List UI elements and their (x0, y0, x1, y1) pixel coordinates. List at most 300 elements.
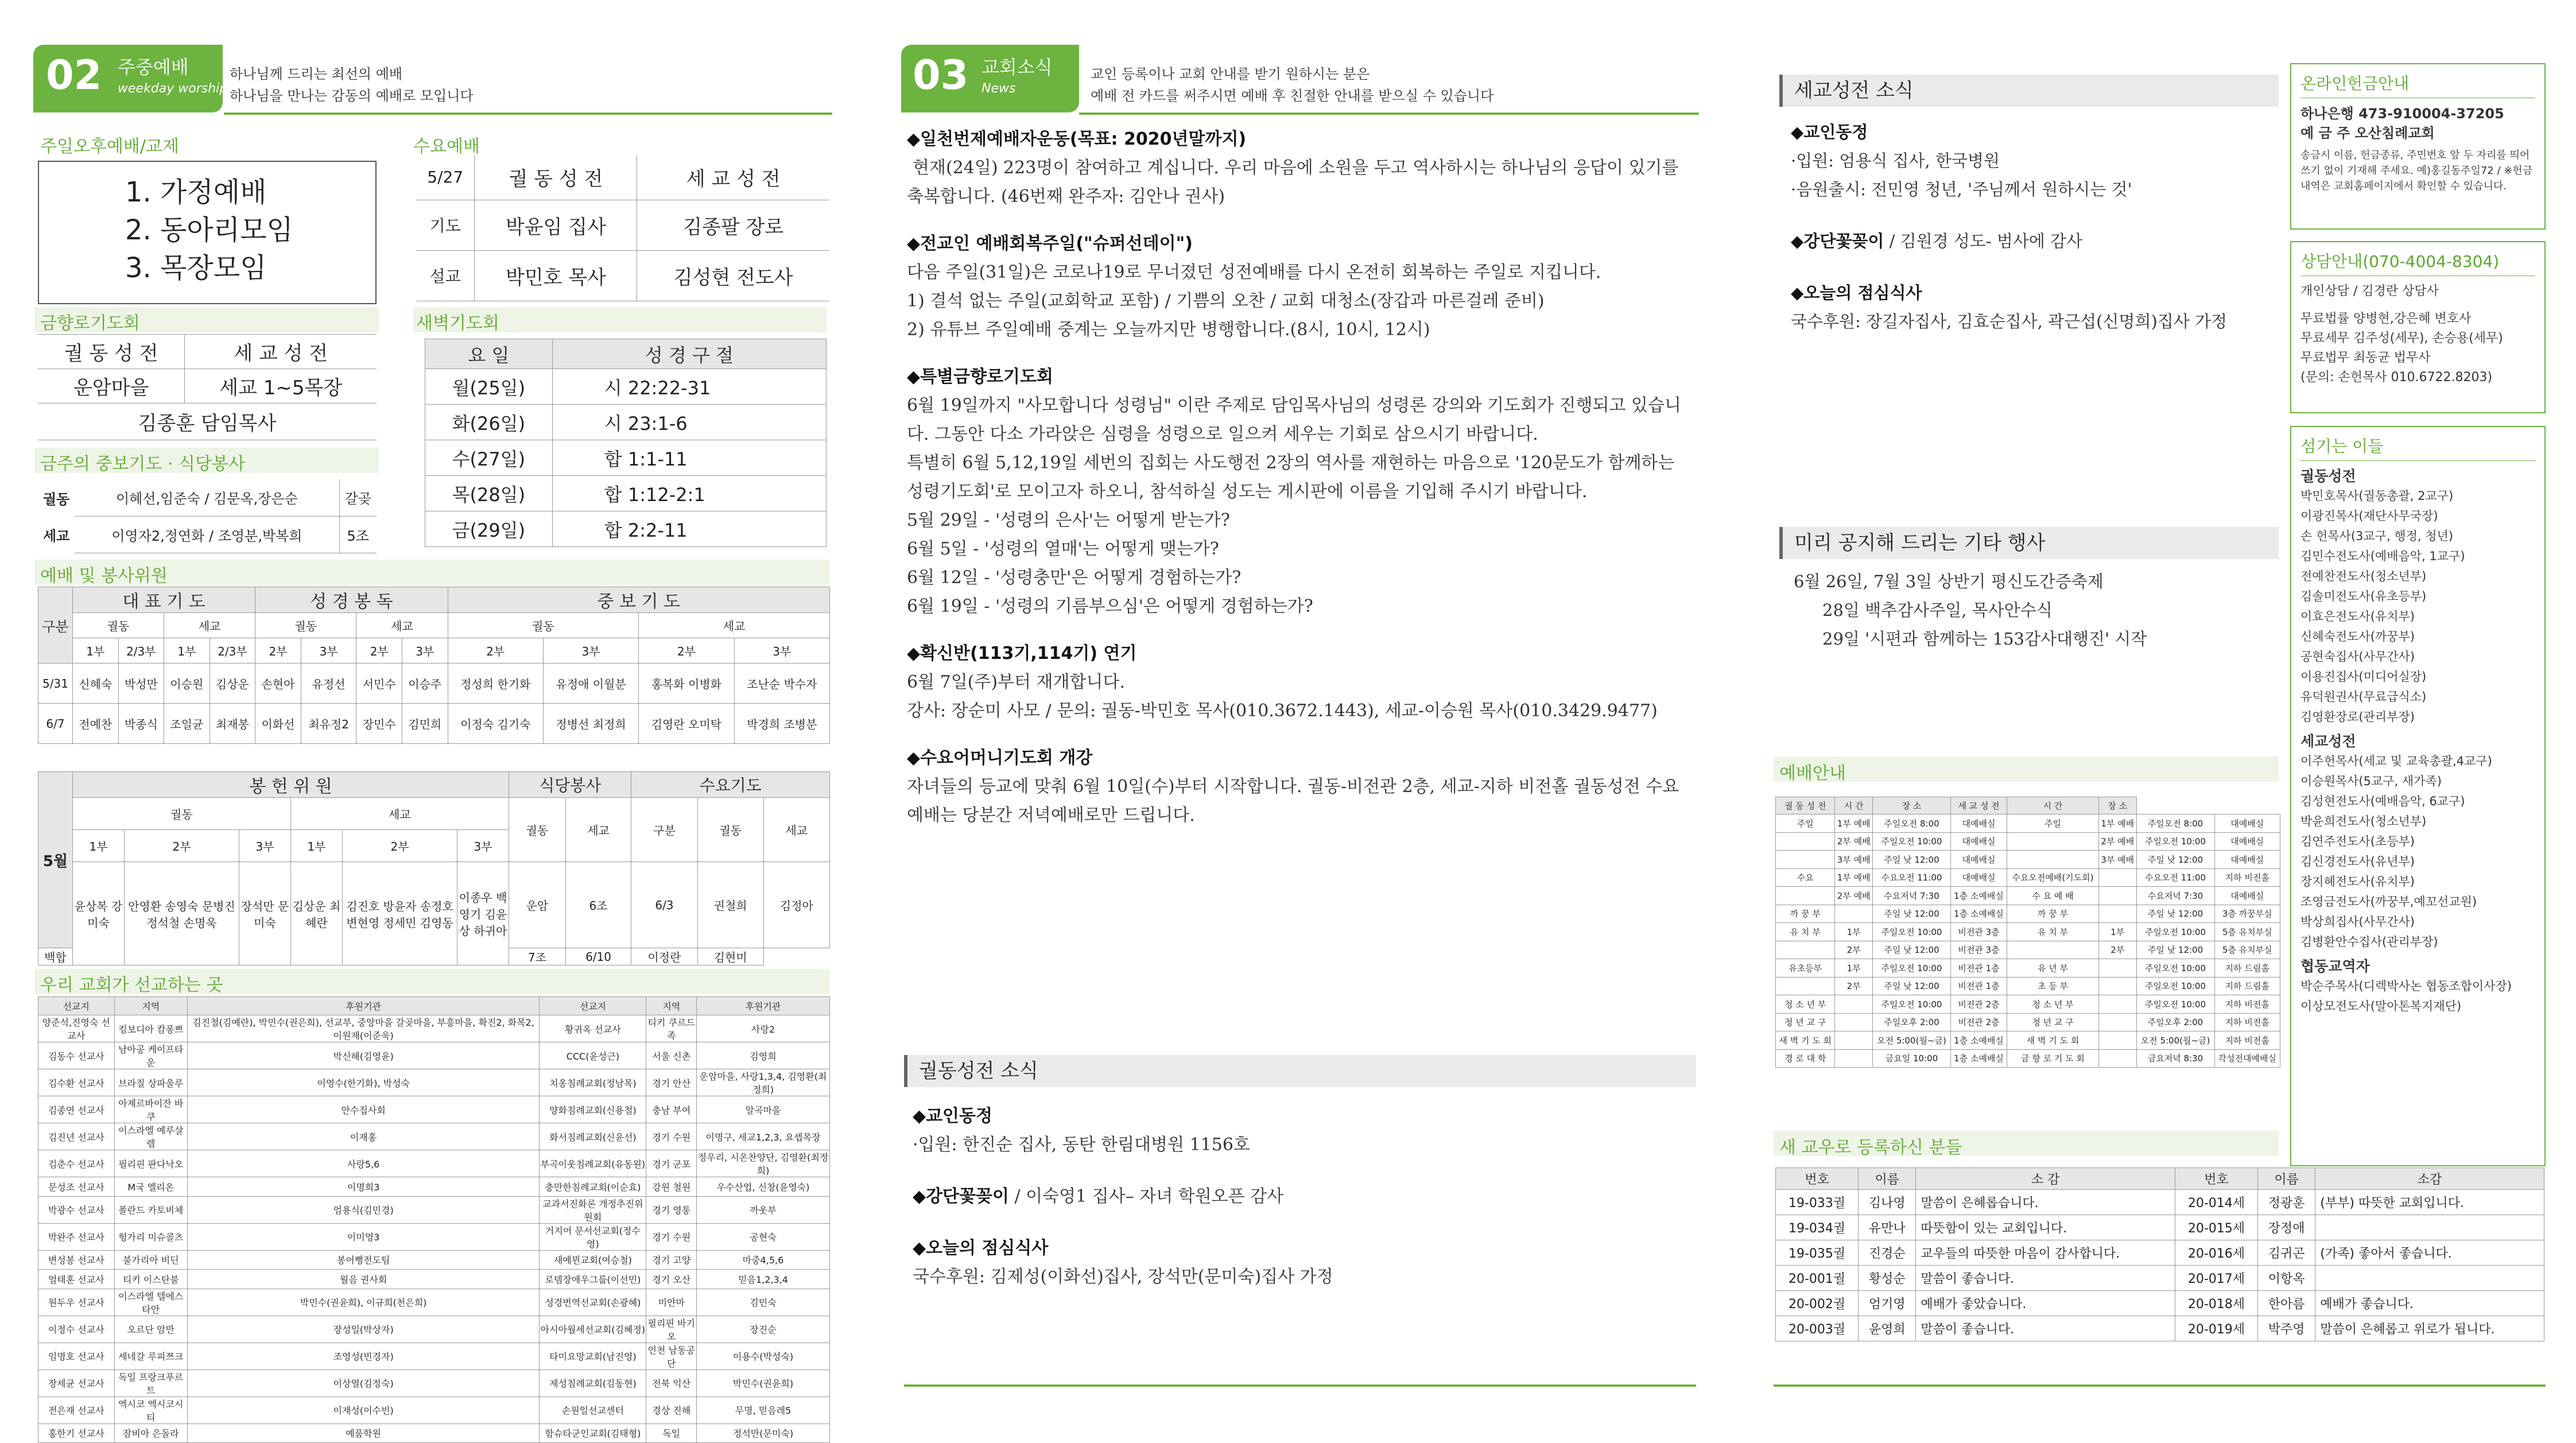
worship-cell: 주일 (2007, 814, 2099, 833)
mission-cell: 임명호 선교사 (38, 1343, 115, 1370)
newcomer-cell (2315, 1215, 2544, 1240)
mission-cell: 전은재 선교사 (38, 1397, 115, 1423)
section-subtitle: weekday worship (118, 82, 228, 96)
worship-header: 시 간 (1835, 797, 1873, 814)
mission-header: 지역 (114, 997, 187, 1015)
worship-cell: 주일 낮 12:00 (2136, 941, 2214, 959)
mission-cell: 변성봉 선교사 (38, 1250, 115, 1270)
mission-cell: 티키 쿠르드족 (646, 1015, 696, 1042)
newcomer-cell: (가족) 좋아서 좋습니다. (2315, 1240, 2544, 1266)
mission-cell: 안수집사회 (187, 1096, 539, 1123)
mission-cell: 이용수(박성숙) (696, 1343, 829, 1370)
vol-part: 2부 (356, 638, 402, 664)
offer-cell: 장석만 문미숙 (239, 862, 291, 965)
offer-part: 1부 (73, 830, 125, 862)
mission-header: 후원기관 (696, 997, 829, 1015)
mission-cell: 정우리, 시온찬양단, 김영환(최정희) (696, 1150, 829, 1177)
newcomer-cell: 교우들의 따뜻한 마음이 감사합니다. (1916, 1240, 2175, 1266)
mission-cell: 필리핀 바기오 (646, 1316, 696, 1343)
newcomer-cell: 20-003궐 (1776, 1316, 1859, 1341)
mission-cell: 경기 군포 (646, 1150, 696, 1177)
newcomer-cell: 진경순 (1859, 1240, 1916, 1266)
mission-cell: 이명구, 세교1,2,3, 요셉목장 (696, 1123, 829, 1150)
mission-cell: 함슈타군인교회(김태형) (540, 1423, 646, 1443)
vol-part: 1부 (73, 638, 119, 664)
news-body: 1) 결석 없는 주일(교회학교 포함) / 기쁨의 오찬 / 교회 대청소(장갑과 마른걸레 준비) (907, 291, 1545, 311)
mission-cell: 이명희3 (187, 1177, 539, 1197)
wed-cell: 김성현 전도사 (637, 250, 829, 301)
newcomer-cell: 20-015세 (2175, 1215, 2257, 1240)
worship-cell (1835, 1013, 1873, 1031)
mission-cell: 문성조 선교사 (38, 1177, 115, 1197)
offer-sub: 궐동 (697, 798, 763, 862)
mission-cell: 인천 남동공단 (646, 1343, 696, 1370)
worship-cell: 주일 낮 12:00 (1873, 977, 1951, 995)
newcomer-cell: 유만나 (1859, 1215, 1916, 1240)
dawn-day: 화(26일) (425, 405, 553, 440)
mission-cell: 이스라엘 예루살렘 (114, 1123, 187, 1150)
worship-cell: 지하 비전홀 (2214, 868, 2280, 887)
events-title: 미리 공지해 드리는 기타 행사 (1779, 527, 2279, 559)
fri-col: 세 교 성 전 (185, 335, 377, 369)
friday-table (38, 334, 377, 440)
mission-table (38, 996, 830, 1443)
meal-cell: 6/10 (565, 948, 631, 965)
volunteer-title: 예배 및 봉사위원 (40, 566, 168, 586)
offer-part: 2부 (343, 830, 457, 862)
worship-cell: 1부 (1835, 959, 1873, 977)
staff-member: 김영환장로(관리부장) (2300, 710, 2415, 724)
staff-member: 김연주전도사(초등부) (2300, 835, 2415, 848)
newcomer-cell: 따뜻함이 있는 교회입니다. (1916, 1215, 2175, 1240)
vol-part: 2/3부 (118, 638, 164, 664)
wed-cell: 박민호 목사 (475, 250, 637, 301)
mission-cell: 엄용식(김민경) (187, 1196, 539, 1223)
news-body: ·음원출시: 전민영 청년, '주님께서 원하시는 것' (1791, 180, 2132, 199)
newcomer-cell: 말씀이 은혜롭고 위로가 됩니다. (2315, 1316, 2544, 1341)
mission-cell: 까웃부 (696, 1196, 829, 1223)
mission-header: 지역 (646, 997, 696, 1015)
worship-cell: 새 벽 기 도 회 (1776, 1031, 1835, 1050)
mission-cell: 충만한침례교회(이순효) (540, 1177, 646, 1197)
dawn-verse: 합 1:12-2:1 (552, 476, 826, 511)
sunday-box (38, 161, 377, 304)
mission-cell: 마중4,5,6 (696, 1250, 829, 1270)
worship-cell: 5층 유치부실 (2214, 941, 2280, 959)
worship-cell (2098, 1013, 2136, 1031)
staff-member: 김병환안수집사(관리부장) (2300, 935, 2438, 949)
mission-cell: 세네갈 루피쯔크 (114, 1343, 187, 1370)
staff-member: 이효은전도사(유치부) (2300, 610, 2415, 623)
meal-cell: 6/3 (631, 862, 697, 948)
mission-header: 후원기관 (187, 997, 539, 1015)
dawn-day: 수(27일) (425, 440, 553, 476)
worship-cell: 대예배실 (1950, 832, 2007, 851)
vol-part: 2부 (448, 638, 543, 664)
worship-cell (2098, 977, 2136, 995)
worship-cell: 1부 (2098, 923, 2136, 941)
news-body: 국수후원: 장길자집사, 김효순집사, 곽근섭(신명희)집사 가정 (1791, 312, 2228, 331)
news-body: 국수후원: 김제성(이화선)집사, 장석만(문미숙)집사 가정 (913, 1267, 1333, 1287)
staff-member: 이주헌목사(세교 및 교육총괄,4교구) (2300, 754, 2492, 768)
worship-cell (1776, 977, 1835, 995)
vol-head: 중 보 기 도 (448, 587, 829, 613)
worship-cell (1835, 1049, 1873, 1068)
vol-cell: 이승주 (402, 664, 448, 704)
worship-cell: 비전관 2층 (1950, 1013, 2007, 1031)
mission-header: 선교지 (38, 997, 115, 1015)
worship-cell (2098, 1031, 2136, 1050)
staff-member: 장지혜전도사(유치부) (2300, 875, 2415, 889)
vol-cell: 조난순 박수자 (734, 664, 829, 704)
worship-cell: 대예배실 (1950, 814, 2007, 833)
staff-member: 전예찬전도사(청소년부) (2300, 569, 2427, 583)
staff-member: 김솔미전도사(유초등부) (2300, 589, 2427, 603)
staff-title: 섬기는 이들 (2300, 437, 2384, 456)
worship-cell: 대예배실 (2214, 832, 2280, 851)
serve-names: 이혜선,임준숙 / 김문옥,장은순 (75, 479, 339, 516)
news-heading: ◆일천번제예배자운동(목표: 2020년말까지) (907, 129, 1247, 149)
mission-cell: 이스라엘 텔에스타안 (114, 1289, 187, 1316)
worship-cell: 대예배실 (2214, 887, 2280, 905)
section-intro (230, 63, 474, 107)
intro-line: 하나님을 만나는 감동의 예배로 모입니다 (230, 88, 474, 104)
offer-part: 1부 (291, 830, 343, 862)
news-body: 6월 12일 - '성령충만'은 어떻게 경험하는가? (907, 568, 1242, 588)
vol-part: 2부 (639, 638, 734, 664)
staff-member: 김신경전도사(유년부) (2300, 855, 2415, 868)
worship-cell: 지하 드림홀 (2214, 959, 2280, 977)
counsel-line: 무료법률 양병현,강은혜 변호사 (2300, 312, 2472, 326)
sunday-item: 1. 가정예배 (125, 176, 267, 208)
mission-cell: 김진철(김예란), 박민수(권은희), 선교부, 중앙마을 갈곶마을, 부흥마을, 확진2, 화목2, 이원재(이준욱) (187, 1015, 539, 1042)
mission-cell: 박완주 선교사 (38, 1223, 115, 1250)
worship-header: 세 교 성 전 (1950, 797, 2007, 814)
worship-cell: 주일오전 10:00 (1873, 995, 1951, 1014)
worship-cell: 1층 소예배실 (1950, 905, 2007, 923)
worship-cell: 유 년 부 (2007, 959, 2099, 977)
worship-cell: 3층 까꿍부실 (2214, 905, 2280, 923)
section-number: 03 (913, 52, 969, 99)
news-body: 6월 19일 - '성령의 기름부으심'은 어떻게 경험하는가? (907, 596, 1313, 616)
worship-cell: 1층 소예배실 (1950, 1049, 2007, 1068)
staff-group-title: 세교성전 (2300, 733, 2356, 750)
newcomer-cell: 20-001궐 (1776, 1266, 1859, 1291)
serve-names: 이영자2,정연화 / 조영분,박복희 (75, 516, 339, 553)
worship-cell: 청 년 교 구 (1776, 1013, 1835, 1031)
mission-cell: 남아공 케이프타운 (114, 1042, 187, 1069)
fri-cell: 세교 1~5목장 (185, 369, 377, 404)
news-heading: ◆확신반(113기,114기) 연기 (907, 643, 1137, 664)
vol-cell: 장민수 (356, 704, 402, 744)
mission-cell: 정석만(문미숙) (696, 1423, 829, 1443)
news-body: 특별히 6월 5,12,19일 세번의 집회는 사도행전 2장의 역사를 재현하는 마음으로 '120문도가 함께하는 성령기도회'로 모이고자 하오니, 참석하실 성도는 게시판에 이름을 기입해 주시기 바랍니다. (907, 453, 1675, 502)
worship-cell: 수요오전 11:00 (1873, 868, 1951, 887)
worship-cell: 주일 낮 12:00 (1873, 905, 1951, 923)
worship-cell: 1부 예배 (1835, 868, 1873, 887)
staff-member: 이용진집사(미디어실장) (2300, 670, 2427, 684)
worship-cell: 금요저녁 8:30 (2136, 1049, 2214, 1068)
worship-cell (2098, 959, 2136, 977)
mission-cell: 무명, 믿음레5 (696, 1397, 829, 1423)
staff-member: 유덕원권사(무료급식소) (2300, 690, 2427, 704)
mission-cell: 봉어뻥전도팀 (187, 1250, 539, 1270)
vol-cell: 홍복화 이병화 (639, 664, 734, 704)
mission-cell: 김영희 (696, 1042, 829, 1069)
staff-member: 박상희집사(사무간사) (2300, 915, 2415, 929)
staff-box (2290, 426, 2546, 1166)
news-body: 자녀들의 등교에 맞춰 6월 10일(수)부터 시작합니다. 궐동-비전관 2층, 세교-지하 비전홀 궐동성전 수요예배는 당분간 저녁예배로만 드립니다. (907, 777, 1679, 825)
worship-header: 시 간 (2007, 797, 2099, 814)
worship-cell: 주일오전 10:00 (1873, 959, 1951, 977)
offer-cell: 안영환 송영숙 문병진 정석철 손명욱 (125, 862, 239, 965)
worship-cell: 1층 소예배실 (1950, 1031, 2007, 1050)
section-subtitle: News (981, 82, 1016, 96)
mission-cell: 강원 철원 (646, 1177, 696, 1197)
mission-cell: 이재성(이수빈) (187, 1397, 539, 1423)
mission-cell: 김진년 선교사 (38, 1123, 115, 1150)
dawn-col: 성 경 구 절 (552, 339, 826, 369)
staff-member: 이광진목사(재단사무국장) (2300, 509, 2438, 523)
mission-cell: 이재홍 (187, 1123, 539, 1150)
vol-cell: 정병선 최정희 (543, 704, 638, 744)
worship-cell: 주일오전 8:00 (1873, 814, 1951, 833)
header-rule (1079, 113, 1699, 115)
vol-cell: 정성희 한기화 (448, 664, 543, 704)
online-title: 온라인헌금안내 (2300, 74, 2410, 93)
worship-cell: 2부 (2098, 941, 2136, 959)
offer-part: 3부 (457, 830, 509, 862)
news-body: 6월 19일까지 "사모합니다 성령님" 이란 주제로 담임목사님의 성령론 강의와 기도회가 진행되고 있습니다. 그동안 다소 가라앉은 심령을 성령으로 일으켜 세우는 기회로 삼으시기 바랍니다. (907, 395, 1681, 444)
news-body: 강사: 장순미 사모 / 문의: 궐동-박민호 목사(010.3672.1443), 세교-이승원 목사(010.3429.9477) (907, 701, 1658, 721)
worship-cell: 5층 유치부실 (2214, 923, 2280, 941)
mission-cell: 홍한기 선교사 (38, 1423, 115, 1443)
section-title: 주중예배 (118, 56, 189, 78)
vol-head: 구분 (38, 587, 73, 664)
worship-header: 궐 동 성 전 (1776, 797, 1835, 814)
worship-guide-table (1775, 797, 2280, 1068)
worship-header: 장 소 (1873, 797, 1951, 814)
event-item: 29일 '시편과 함께하는 153감사대행진' 시작 (1822, 629, 2147, 649)
newcomer-cell: 엄기영 (1859, 1291, 1916, 1316)
worship-cell: 2부 (1835, 977, 1873, 995)
dawn-title: 새벽기도회 (416, 313, 499, 333)
serve-site: 궐동 (42, 491, 70, 507)
wed-date: 5/27 (427, 168, 464, 187)
dawn-verse: 시 23:1-6 (552, 405, 826, 440)
worship-cell (2098, 995, 2136, 1014)
news-body: 6월 7일(주)부터 재개합니다. (907, 672, 1125, 692)
worship-cell: 2부 예배 (1835, 887, 1873, 905)
mission-cell: 박민수(권윤희), 이규희(천은희) (187, 1289, 539, 1316)
vol-cell: 5/31 (38, 664, 73, 704)
newcomer-cell: 윤영희 (1859, 1316, 1916, 1341)
news-column (907, 125, 1693, 830)
newcomer-cell: 20-002궐 (1776, 1291, 1859, 1316)
header-rule (224, 113, 832, 115)
mission-cell: 치옹침례교회(정남목) (540, 1069, 646, 1096)
news-body: 5월 29일 - '성령의 은사'는 어떻게 받는가? (907, 510, 1230, 530)
mission-cell: 경기 오산 (646, 1270, 696, 1289)
mission-cell: CCC(윤성근) (540, 1042, 646, 1069)
worship-cell: 2부 (1835, 941, 1873, 959)
newcomers-title: 새 교우로 등록하신 분들 (1779, 1138, 1962, 1158)
newcomer-header: 소감 (2315, 1168, 2544, 1190)
offer-cell: 김상운 최혜란 (291, 862, 343, 965)
vol-head: 대 표 기 도 (73, 587, 255, 613)
mission-cell: 충남 부여 (646, 1096, 696, 1123)
newcomer-cell: 19-033궐 (1776, 1190, 1859, 1215)
mission-cell: 폴란드 카토비체 (114, 1196, 187, 1223)
worship-cell: 1부 (1835, 923, 1873, 941)
fri-col: 궐 동 성 전 (38, 335, 185, 369)
dawn-verse: 시 22:22-31 (552, 369, 826, 405)
worship-cell: 1부 예배 (1835, 814, 1873, 833)
newcomer-cell: (부부) 따뜻한 교회입니다. (2315, 1190, 2544, 1215)
worship-cell: 주일오전 10:00 (2136, 832, 2214, 851)
worship-cell: 비전관 1층 (1950, 977, 2007, 995)
dawn-day: 월(25일) (425, 369, 553, 405)
worship-cell: 유 치 부 (2007, 923, 2099, 941)
worship-cell: 주일오전 10:00 (1873, 832, 1951, 851)
meal-cell: 이정란 (631, 948, 697, 965)
worship-cell: 수요오전 11:00 (2136, 868, 2214, 887)
news-heading: ◆전교인 예배회복주일("슈퍼선데이") (907, 234, 1193, 254)
mission-cell: 양화침례교회(신용철) (540, 1096, 646, 1123)
meal-cell: 김정아 (763, 862, 829, 948)
vol-part: 3부 (301, 638, 356, 664)
worship-cell (1776, 887, 1835, 905)
mission-cell: 경상 진해 (646, 1397, 696, 1423)
worship-cell: 수요저녁 7:30 (1873, 887, 1951, 905)
worship-cell: 까 꿍 부 (2007, 905, 2099, 923)
newcomer-header: 번호 (2175, 1168, 2257, 1190)
worship-cell: 지하 비전홀 (2214, 1031, 2280, 1050)
worship-cell: 주일 낮 12:00 (2136, 851, 2214, 869)
serve-site: 세교 (42, 527, 70, 544)
worship-cell: 1부 예배 (2098, 814, 2136, 833)
worship-cell: 청 소 년 부 (1776, 995, 1835, 1014)
worship-guide-title: 예배안내 (1779, 763, 1846, 783)
mission-cell: 월음 권사회 (187, 1270, 539, 1289)
news-body: ·입원: 엄용식 집사, 한국병원 (1791, 151, 2000, 170)
bank-account: 하나은행 473-910004-37205 (2300, 106, 2504, 122)
page-bottom-rule (904, 1384, 1696, 1387)
offer-head: 식당봉사 (509, 772, 631, 798)
intro-line: 교인 등록이나 교회 안내를 받기 원하시는 분은 (1091, 66, 1370, 82)
staff-member: 공현숙집사(사무간사) (2300, 650, 2415, 664)
offer-head: 봉 헌 위 원 (73, 772, 509, 798)
wednesday-table (416, 155, 829, 301)
counseling-title: 상담안내(070-4004-8304) (2300, 252, 2500, 271)
page-bottom-rule (1774, 1384, 2546, 1387)
worship-cell (2098, 887, 2136, 905)
worship-cell: 수요오전예배(기도회) (2007, 868, 2099, 887)
mission-cell: 황귀옥 선교사 (540, 1015, 646, 1042)
worship-cell: 대예배실 (1950, 851, 2007, 869)
news-heading: ◆강단꽃꽂이 (1791, 231, 1884, 251)
worship-cell: 대예배실 (2214, 851, 2280, 869)
vol-cell: 전예찬 (73, 704, 119, 744)
worship-cell: 주일 (1776, 814, 1835, 833)
offer-month: 5월 (38, 772, 73, 948)
segyo-news (1791, 118, 2284, 336)
worship-cell: 금요일 10:00 (1873, 1049, 1951, 1068)
mission-cell: 이영수(한기화), 박성숙 (187, 1069, 539, 1096)
worship-cell: 대예배실 (1950, 868, 2007, 887)
worship-cell: 주일오후 2:00 (2136, 1013, 2214, 1031)
mission-cell: 장세균 선교사 (38, 1370, 115, 1397)
vol-part: 3부 (402, 638, 448, 664)
news-heading: ◆교인동정 (913, 1106, 992, 1126)
worship-cell: 1층 소예배실 (1950, 887, 2007, 905)
segyo-news-title: 세교성전 소식 (1779, 75, 2279, 107)
news-body: 2) 유튜브 주일예배 중계는 오늘까지만 병행합니다.(8시, 10시, 12시) (907, 320, 1430, 340)
worship-cell: 비전관 2층 (1950, 995, 2007, 1014)
news-body: 다음 주일(31일)은 코로나19로 무너졌던 성전예배를 다시 온전히 회복하는 주일로 지킵니다. (907, 262, 1601, 282)
newcomer-cell: 한아름 (2258, 1291, 2315, 1316)
vol-cell: 손현아 (255, 664, 301, 704)
mission-cell: 이상열(김정숙) (187, 1370, 539, 1397)
worship-cell: 주일오전 10:00 (2136, 923, 2214, 941)
sunday-item: 2. 동아리모임 (125, 214, 293, 246)
intro-line: 하나님께 드리는 최선의 예배 (230, 66, 403, 82)
worship-header: 장 소 (2098, 797, 2136, 814)
mission-cell: 박민수(권윤희) (696, 1370, 829, 1397)
vol-sub: 궐동 (448, 613, 639, 638)
newcomer-cell: 김나영 (1859, 1190, 1916, 1215)
staff-member: 김민수전도사(예배음악, 1교구) (2300, 549, 2465, 563)
meal-cell: 6조 (565, 862, 631, 948)
mission-cell: 경기 안산 (646, 1069, 696, 1096)
event-item: 6월 26일, 7월 3일 상반기 평신도간증축제 (1794, 572, 2104, 591)
worship-cell: 새 벽 기 도 회 (2007, 1031, 2099, 1050)
newcomer-cell: 20-018세 (2175, 1291, 2257, 1316)
worship-cell: 주일오전 10:00 (2136, 977, 2214, 995)
staff-member: 손 헌목사(3교구, 행정, 청년) (2300, 529, 2453, 543)
section-intro (1091, 63, 1493, 107)
mission-cell: 양준석,진영숙 선교사 (38, 1015, 115, 1042)
counseling-box (2290, 241, 2546, 413)
gwoldong-news-title: 궐동성전 소식 (904, 1055, 1696, 1087)
offer-sub: 세교 (565, 798, 631, 862)
offering-table (38, 771, 830, 965)
mission-cell: 경기 수원 (646, 1123, 696, 1150)
worship-cell: 청 년 교 구 (2007, 1013, 2099, 1031)
mission-cell: 경기 영통 (646, 1196, 696, 1223)
vol-cell: 최유정2 (301, 704, 356, 744)
newcomer-cell: 김귀곤 (2258, 1240, 2315, 1266)
offer-cell: 이종우 백영기 김윤상 하귀아 (457, 862, 509, 965)
worship-cell: 2부 예배 (2098, 832, 2136, 851)
newcomer-cell: 20-017세 (2175, 1266, 2257, 1291)
newcomer-cell: 정광훈 (2258, 1190, 2315, 1215)
meal-cell: 7조 (509, 948, 566, 965)
staff-member: 이상모전도사(말아톤복지재단) (2300, 999, 2462, 1013)
serve-table (38, 479, 377, 553)
offer-head: 수요기도 (631, 772, 830, 798)
friday-title: 금향로기도회 (40, 313, 140, 333)
offer-sub: 세교 (763, 798, 829, 862)
mission-cell: 손원일선교센터 (540, 1397, 646, 1423)
staff-member: 박윤희전도사(청소년부) (2300, 814, 2427, 828)
wed-role: 기도 (416, 200, 475, 250)
mission-cell: 조영성(빈경자) (187, 1343, 539, 1370)
worship-cell: 유 치 부 (1776, 923, 1835, 941)
worship-cell (2098, 1049, 2136, 1068)
vol-cell: 이승원 (164, 664, 210, 704)
newcomer-cell: 박주영 (2258, 1316, 2315, 1341)
